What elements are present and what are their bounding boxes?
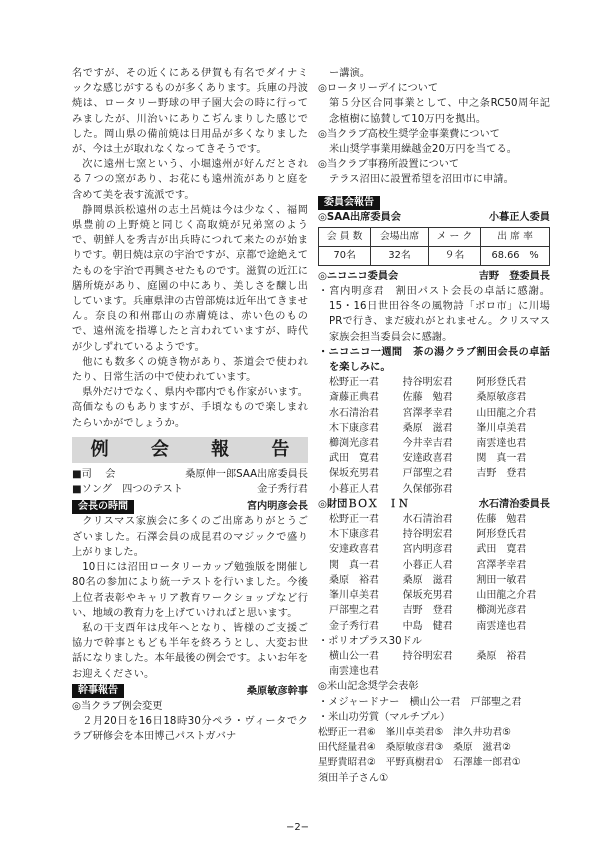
- kaicho-header: [72, 499, 308, 514]
- name-row: [329, 558, 550, 573]
- name: 櫛渕光彦君: [329, 438, 379, 450]
- intro-paragraph-3: 静岡県浜松遠州の志土呂焼は今は少なく、福岡県豊前の上野焼と同じく高取焼が兄弟窯のようで、朝鮮人を秀吉が出兵時につれて来たのが始まりです。朝日焼は京の宇治ですが、京都で途絶えてたものを宇治で再興させたものです。滋賀の近江に膳所焼があり、庭園の中にあり、美しさを醸し出しています。兵庫県津の古曽部焼は近年出てきません。奈良の和州郡山の赤膚焼は、赤い色のもので、遠州流を指導したと言われていますが、時代が少しずれているようです。: [72, 204, 308, 353]
- name-row: [329, 619, 550, 634]
- name-row: [329, 542, 550, 557]
- name-row: [329, 406, 550, 421]
- name-row: [329, 573, 550, 588]
- name: 持谷明宏君: [402, 377, 453, 389]
- niko-person: 吉野 登委員長: [478, 270, 550, 282]
- name-row: [329, 482, 550, 497]
- yoneyama-line: 松野正一君⑥ 峯川卓美君⑤ 津久井功君⑤: [318, 726, 511, 738]
- name: 峯川卓美君: [476, 422, 527, 434]
- yoneyama-title: ◎米山記念奨学会表彰: [318, 681, 419, 693]
- table-cell: ９名: [428, 246, 480, 265]
- polio-names: [318, 649, 550, 679]
- name: 宮内明彦君: [402, 544, 453, 556]
- yoneyama-line: 田代経量君④ 桑原敏彦君③ 桑原 滋君②: [318, 742, 511, 754]
- role-label: ■司 会: [72, 468, 116, 480]
- name: 保坂充男君: [329, 468, 379, 480]
- name: 中島 健君: [402, 620, 453, 632]
- name: 阿形登氏君: [476, 377, 527, 389]
- yoneyama-line: 須田羊子さん①: [318, 772, 389, 784]
- role-value: 桑原伸一郎SAA出席委員長: [185, 468, 308, 480]
- table-row: [319, 246, 550, 265]
- name: 櫛渕光彦君: [476, 605, 527, 617]
- name: 戸部聖之君: [402, 468, 453, 480]
- name: 桑原 裕君: [476, 650, 527, 662]
- name: 南雲達也君: [476, 620, 527, 632]
- yoneyama-line: ・メジャードナー 横山公一君 戸部聖之君: [318, 696, 522, 708]
- box-person: 水石清治委員長: [478, 498, 550, 510]
- name: 峯川卓美君: [329, 590, 379, 602]
- right-column: [318, 66, 550, 786]
- table-cell: 70名: [319, 246, 371, 265]
- box-names: [318, 512, 550, 634]
- table-header: メ ー ク: [428, 227, 480, 246]
- name: 南雲達也君: [329, 666, 379, 678]
- name: 南雲達也君: [476, 438, 527, 450]
- top-line-2: ◎ロータリーデイについて: [318, 83, 439, 95]
- name: 水石清治君: [329, 407, 379, 419]
- yoneyama-line: 星野貴昭君② 平野真樹君① 石澤雄一郎君①: [318, 757, 521, 769]
- name: 山田龍之介君: [476, 407, 537, 419]
- name: [476, 482, 550, 497]
- name: 持谷明宏君: [402, 529, 453, 541]
- name: 小暮正人君: [402, 559, 453, 571]
- niko-bullet: ・宮内明彦君 割田パスト会長の卓話に感謝。15・16日世田谷冬の風物詩「ボロ市」に川場PRで行き、まだ疲れがとれません。クリスマス家族会担当委員会に感謝。: [318, 286, 550, 343]
- name: 割田一敏君: [476, 574, 527, 586]
- name-row: [329, 466, 550, 481]
- role-row-chair: [72, 467, 308, 482]
- kanji-item-1: ◎当クラブ例会変更: [72, 700, 163, 712]
- name: 水石清治君: [402, 514, 453, 526]
- yoneyama-line: ・米山功労賞（マルチプル）: [318, 711, 451, 723]
- kanji-label: 幹事報告: [72, 684, 124, 698]
- name: 松野正一君: [329, 377, 379, 389]
- name: 安達政喜君: [402, 453, 453, 465]
- name: 保坂充男君: [402, 590, 453, 602]
- name: 吉野 登君: [476, 468, 527, 480]
- intro-paragraph-5: 県外だけでなく、県内や郡内でも作家がいます。高価なものもありますが、手頃なもので楽しまれたらいかがでしょうか。: [72, 387, 308, 429]
- name-row: [329, 512, 550, 527]
- table-header: 出 席 率: [481, 227, 550, 246]
- kanji-header: [72, 684, 308, 699]
- role-row-song: [72, 482, 308, 497]
- name: 武田 寛君: [476, 544, 527, 556]
- name: 宮澤孝幸君: [402, 407, 453, 419]
- committee-label-wrap: [318, 190, 550, 210]
- table-header: 会場出席: [371, 227, 428, 246]
- top-line-4: ◎当クラブ高校生奨学金事業費について: [318, 128, 500, 140]
- box-header: [318, 497, 550, 512]
- niko-weekly-names: [318, 375, 550, 497]
- niko-title: ◎ニコニコ委員会: [318, 270, 399, 282]
- role-value: 金子秀行君: [257, 484, 308, 496]
- name: 小暮正人君: [329, 483, 379, 495]
- name: 関 真一君: [329, 559, 379, 571]
- page-number: −2−: [285, 822, 310, 833]
- table-cell: 32名: [371, 246, 428, 265]
- intro-paragraph-4: 他にも数多くの焼き物があり、茶道会で使われたり、日常生活の中で使われています。: [72, 356, 308, 384]
- top-line-5: 米山奨学事業用繰越金20万円を当てる。: [329, 144, 518, 156]
- name-row: [329, 527, 550, 542]
- polio-title: ・ポリオプラス30ドル: [318, 635, 422, 647]
- left-column: [72, 66, 308, 745]
- top-line-1: ー講演。: [329, 68, 371, 79]
- kanji-item-2: ２月20日を16日18時30分ペラ・ヴィータでクラブ研修会を本田博己パストガバナ: [72, 716, 308, 743]
- name: 木下康彦君: [329, 529, 379, 541]
- intro-paragraph-1: 名ですが、その近くにある伊賀も有名でダイナミックな感じがするものが多くあります。兵庫の丹波焼は、ロータリー野球の甲子園大会の時に行ってみましたが、川治いにありこぢんまりした感じでした。岡山県の備前焼は日用品が多くなりましたが、今は土が取れなくなってきそうです。: [72, 68, 308, 156]
- name: 戸部聖之君: [329, 605, 379, 617]
- name: 木下康彦君: [329, 422, 379, 434]
- name: 阿形登氏君: [476, 529, 527, 541]
- saa-person: 小暮正人委員: [488, 211, 550, 223]
- name-row: [329, 588, 550, 603]
- kaicho-paragraph-3: 私の干支酉年は戌年へとなり、皆様のご支援ご協力で幹事ともども半年を終ろうとし、大変お世話になりました。本年最後の例会です。よいお年をお迎えください。: [72, 622, 308, 680]
- niko-weekly-title: ・ニコニコ一週間 茶の湯クラブ割田会長の卓話を楽しみに。: [318, 346, 550, 374]
- saa-title: ◎SAA出席委員会: [318, 211, 401, 223]
- attendance-table: [318, 227, 550, 266]
- name: 桑原 滋君: [402, 574, 453, 586]
- name-row: [329, 436, 550, 451]
- name-row: [329, 603, 550, 618]
- name: 佐藤 勉君: [402, 392, 453, 404]
- name: 安達政喜君: [329, 544, 379, 556]
- name: 吉野 登君: [402, 605, 453, 617]
- committee-label: 委員会報告: [318, 196, 380, 210]
- name: 関 真一君: [476, 453, 527, 465]
- name: 金子秀行君: [329, 620, 379, 632]
- top-line-7: テラス沼田に設置希望を沼田市に申請。: [329, 174, 514, 186]
- name: [476, 664, 550, 679]
- name: 松野正一君: [329, 514, 379, 526]
- name: 斎藤正典君: [329, 392, 379, 404]
- table-cell: 68.66 %: [481, 246, 550, 265]
- name-row: [329, 421, 550, 436]
- name-row: [329, 664, 550, 679]
- top-line-3: 第５分区合同事業として、中之条RC50周年記念植樹に協賛して10万円を拠出。: [329, 98, 550, 125]
- report-title: 例 会 報 告: [72, 437, 308, 463]
- name: 持谷明宏君: [402, 650, 453, 662]
- name: 今井幸吉君: [402, 438, 453, 450]
- kaicho-label: 会長の時間: [72, 500, 134, 514]
- saa-header: [318, 210, 550, 225]
- box-title: ◎財団ＢＯＸ ＩＮ: [318, 498, 409, 510]
- name-row: [329, 451, 550, 466]
- name-row: [329, 649, 550, 664]
- name: 桑原 裕君: [329, 574, 379, 586]
- kaicho-paragraph-1: クリスマス家族会に多くのご出席ありがとうございました。石澤会員の成昆君のマジックで盛り上がりました。: [72, 516, 308, 558]
- name: [403, 664, 477, 679]
- name: 山田龍之介君: [476, 590, 537, 602]
- niko-header: [318, 269, 550, 284]
- name-row: [329, 390, 550, 405]
- kaicho-paragraph-2: 10日には沼田ロータリーカップ勉強版を開催し80名の参加により統一テストを行いました。今後上位者表彰やキャリア教育ワークショップなど行い、地域の教育力を上げていければと思います。: [72, 562, 308, 619]
- table-row: [319, 227, 550, 246]
- top-line-6: ◎当クラブ事務所設置について: [318, 159, 460, 171]
- name: 武田 寛君: [329, 453, 379, 465]
- role-label: ■ソング 四つのテスト: [72, 484, 183, 496]
- name: 桑原 滋君: [402, 422, 453, 434]
- name: 久保郁弥君: [402, 483, 453, 495]
- name: 佐藤 勉君: [476, 514, 527, 526]
- name-row: [329, 375, 550, 390]
- table-header: 会 員 数: [319, 227, 371, 246]
- kaicho-name: 宮内明彦会長: [246, 501, 308, 513]
- name: 桑原敏彦君: [476, 392, 527, 404]
- kanji-name: 桑原敏彦幹事: [246, 685, 308, 697]
- name: 宮澤孝幸君: [476, 559, 527, 571]
- intro-paragraph-2: 次に遠州七窯という、小堀遠州が好んだとされる７つの窯があり、お花にも遠州流がありと庭を含めて美を表す流派です。: [72, 159, 308, 201]
- name: 横山公一君: [329, 650, 379, 662]
